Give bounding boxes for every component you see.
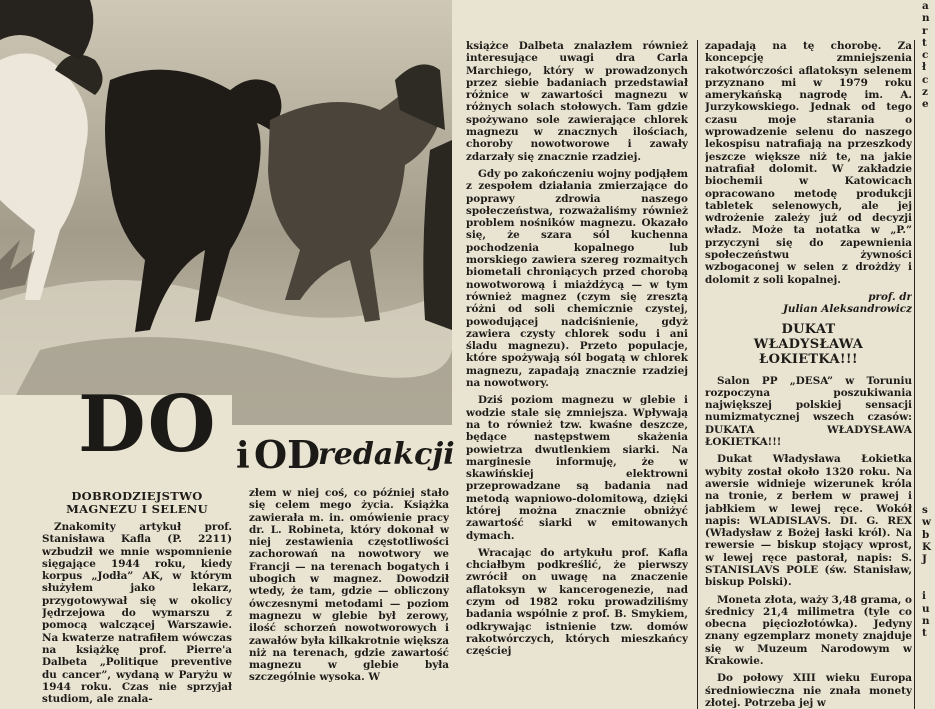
logo-do: DO — [78, 379, 218, 470]
edge-fragment-line — [918, 455, 935, 467]
logo-i: i — [236, 435, 250, 477]
edge-fragment-line: r — [922, 24, 928, 37]
edge-fragment-line — [918, 406, 935, 418]
edge-fragment-line: w — [922, 516, 931, 529]
adjacent-column-fragment — [918, 0, 935, 709]
edge-fragment-line — [918, 271, 935, 283]
article1-paragraph: zapadają na tę chorobę. Za koncepcję zmniejszenia rakotwórczości aflatoksyn selenem przyznano mi w 1979 roku amerykańską nagrodę im. A. Jurzykowskiego. Jednak od tego czasu moje starania o wprowadzenie selenu do naszego lekospisu natrafiają na przeszkody jeszcze większe niż te, na jakie natrafiał dolomit. W zakładzie biochemii w Katowicach opracowano metodę produkcji tabletek selenowych, ale jej wdrożenie zależy już od decyzji władz. Może ta notatka w „P.” przyczyni się do zapewnienia społeczeństwu żywności wzbogaconej w selen z drożdży i dolomit z soli kopalnej. — [705, 40, 912, 286]
article2-title-line1: DUKAT — [781, 321, 836, 337]
edge-fragment-line — [918, 578, 935, 590]
edge-fragment-line — [918, 209, 935, 221]
edge-fragment-line — [918, 197, 935, 209]
edge-fragment-line — [918, 332, 935, 344]
article1-column2 — [249, 487, 449, 709]
edge-fragment-line: t — [922, 627, 927, 640]
edge-fragment-line — [918, 307, 935, 319]
article2-paragraph: Salon PP „DESA” w Toruniu rozpoczyna poszukiwania największej polskiej sensacji numizmatycznej wszech czasów: DUKATA WŁADYSŁAWA ŁOKIETKA!!! — [705, 374, 912, 449]
edge-fragment-line — [918, 480, 935, 492]
edge-fragment-line: J — [922, 553, 927, 566]
article1-title-line2: MAGNEZU I SELENU — [66, 501, 208, 516]
edge-fragment-line — [918, 172, 935, 184]
edge-fragment-line — [918, 111, 935, 123]
edge-fragment-line — [918, 357, 935, 369]
article1-paragraph: Dziś poziom magnezu w glebie i wodzie stale się zmniejsza. Wpływają na to również tzw. kwaśne deszcze, będące następstwem skażenia powietrza dwutlenkiem siarki. Na marginesie informuję, że w skawińskiej elektrowni przeprowadzane są badania nad metodą wapniowo-dolomitową, dzięki której można znacznie obniżyć zawartość siarki w emitowanych dymach. — [466, 394, 688, 542]
edge-divider — [914, 40, 915, 709]
edge-fragment-line: c — [922, 49, 929, 62]
edge-fragment-line — [918, 295, 935, 307]
edge-fragment-line — [918, 320, 935, 332]
article1-paragraph: złem w niej coś, co później stało się celem mego życia. Książka zawierała m. in. omówienie pracy dr. L. Robineta, który dokonał w niej zestawienia częstotliwości zachorowań na nowotwory we Francji — na terenach bogatych i ubogich w magnez. Dowodził wtedy, że tam, gdzie — obliczony ówczesnymi metodami — poziom magnezu w glebie był zerowy, ilość schorzeń nowotworowych i zawałów była kilkakrotnie większa niż na terenach, gdzie zawartość magnezu w glebie była szczególnie wysoka. W — [249, 487, 449, 684]
horses-photo — [0, 0, 452, 425]
edge-fragment-line — [918, 148, 935, 160]
column-divider — [697, 40, 698, 709]
article2-title-line2: WŁADYSŁAWA — [753, 336, 864, 352]
edge-fragment-line — [918, 160, 935, 172]
article2-paragraph: Do połowy XIII wieku Europa średniowieczna nie znała monety złotej. Potrzeba jej w — [705, 672, 912, 709]
edge-fragment-line — [918, 283, 935, 295]
edge-fragment-line: n — [922, 614, 930, 627]
article1-signature-line1: prof. dr — [868, 290, 912, 303]
logo-redakcji: redakcji — [318, 437, 455, 472]
article1-paragraph: książce Dalbeta znalazłem również interesujące uwagi dra Carla Marchiego, który w prowadzonych przez siebie badaniach przedstawiał różnice w zawartości magnezu w różnych solach stołowych. Tam gdzie spożywano sole zawierające chlorek magnezu w znacznych ilościach, choroby nowotworowe i zawały zdarzały się znacznie rzadziej. — [466, 40, 688, 163]
article1-paragraph: Wracając do artykułu prof. Kafla chciałbym podkreślić, że pierwszy zwrócił on uwagę na znaczenie aflatoksyn w kancerogenezie, nad czym od 1982 roku prowadziliśmy badania wspólnie z prof. B. Smykiem, odkrywając istnienie tzw. domów rakotwórczych, których mieszkańcy częściej — [466, 546, 688, 658]
article2-title — [705, 322, 912, 367]
edge-fragment-line: b — [922, 528, 930, 541]
article1-title — [42, 490, 232, 515]
article1-signature-line2: Julian Aleksandrowicz — [782, 303, 912, 316]
edge-fragment-line: ł — [922, 61, 926, 74]
edge-fragment-line — [918, 246, 935, 258]
article1-column1 — [42, 490, 232, 709]
edge-fragment-line: u — [922, 602, 930, 615]
edge-fragment-line: e — [922, 98, 929, 111]
article2-paragraph: Moneta złota, waży 3,48 grama, o średnicy 21,4 milimetra (tyle co obecna pięciozłotówka). Jedyny znany egzemplarz monety znajduje się w Muzeum Narodowym w Krakowie. — [705, 593, 912, 668]
edge-fragment-line — [918, 344, 935, 356]
edge-fragment-line: t — [922, 36, 927, 49]
edge-fragment-line — [918, 430, 935, 442]
article1-title-line1: DOBRODZIEJSTWO — [71, 490, 203, 503]
edge-fragment-line — [918, 258, 935, 270]
edge-fragment-line: s — [922, 504, 928, 517]
edge-fragment-line — [918, 123, 935, 135]
edge-fragment-line — [918, 394, 935, 406]
edge-fragment-line: K — [922, 541, 932, 554]
edge-fragment-line: c — [922, 73, 929, 86]
article1-column4 — [705, 40, 912, 709]
edge-fragment-line — [918, 566, 935, 578]
article2-title-line3: ŁOKIETKA!!! — [759, 351, 858, 367]
edge-fragment-line — [918, 369, 935, 381]
edge-fragment-line: i — [922, 590, 926, 603]
edge-fragment-line — [918, 221, 935, 233]
article2-paragraph: Dukat Władysława Łokietka wybity został około 1320 roku. Na awersie widnieje wizerunek króla na tronie, z berłem w prawej i jabłkiem w lewej ręce. Wokół napis: WLADISLAVS. DI. G. REX (Władysław z Bożej łaski król). Na rewersie — biskup stojący wprost, w lewej ręce pastorał, napis: S. STANISLAVS POLE (św. Stanisław, biskup Polski). — [705, 453, 912, 589]
edge-fragment-line: a — [922, 0, 929, 12]
edge-fragment-line — [918, 443, 935, 455]
article1-paragraph: Gdy po zakończeniu wojny podjąłem z zespołem działania zmierzające do poprawy zdrowia naszego społeczeństwa, rozważaliśmy również problem nośników magnezu. Okazało się, że szara sól kuchenna pochodzenia kopalnego lub morskiego zawiera szereg rozmaitych biometali chroniących przed chorobą nowotworową i miażdżycą — w tym również magnez (czym się zresztą różni od soli chemicznie czystej, powodującej nadciśnienie, gdyż zawiera czysty chlorek sodu i ani śladu magnezu). Przeto populacje, które spożywają sól bogatą w chlorek magnezu, zapadają znacznie rzadziej na nowotwory. — [466, 167, 688, 390]
edge-fragment-line — [918, 135, 935, 147]
article1-column3 — [466, 40, 688, 709]
edge-fragment-line — [918, 234, 935, 246]
edge-fragment-line — [918, 492, 935, 504]
article1-paragraph: Znakomity artykuł prof. Stanisława Kafla (P. 2211) wzbudził we mnie wspomnienie sięgające 1944 roku, kiedy korpus „Jodła” AK, w którym służyłem jako lekarz, przygotowywał się w okolicy Jędrzejowa do wymarszu z pomocą walczącej Warszawie. Na kwaterze natrafiłem wówczas na książkę prof. Pierre'a Dalbeta „Politique preventive du cancer”, wydaną w Paryżu w 1944 roku. Czas nie sprzyjał studiom, ale znala- — [42, 521, 232, 706]
edge-fragment-line: n — [922, 12, 930, 25]
edge-fragment-line — [918, 467, 935, 479]
edge-fragment-line — [918, 418, 935, 430]
edge-fragment-line — [918, 184, 935, 196]
edge-fragment-line: z — [922, 86, 928, 99]
edge-fragment-line — [918, 381, 935, 393]
logo-od: OD — [254, 432, 321, 477]
